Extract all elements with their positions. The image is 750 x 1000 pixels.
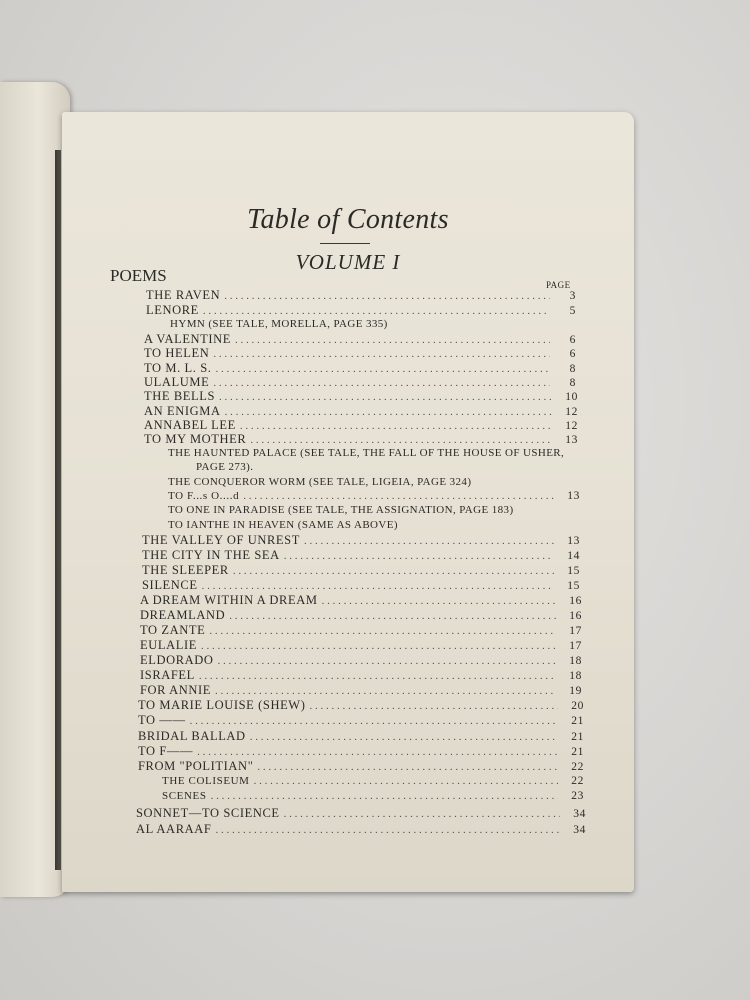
toc-entry xyxy=(140,593,582,608)
dot-leader xyxy=(250,731,558,743)
toc-entry xyxy=(144,375,576,390)
toc-entry xyxy=(140,668,582,683)
entry-page: 8 xyxy=(569,377,576,389)
dot-leader xyxy=(240,420,552,432)
toc-entry xyxy=(168,490,580,502)
entry-title: THE CITY IN THE SEA xyxy=(142,548,280,562)
toc-entry xyxy=(144,389,578,404)
dot-leader xyxy=(225,406,552,418)
entry-title: TO —— xyxy=(138,713,186,727)
toc-entry xyxy=(146,303,576,318)
toc-entry xyxy=(144,404,578,419)
entry-page: 6 xyxy=(569,348,576,360)
dot-leader xyxy=(304,535,554,547)
entry-title: EULALIE xyxy=(140,638,197,652)
dot-leader xyxy=(199,670,556,682)
toc-entry xyxy=(138,698,584,713)
entry-title: ANNABEL LEE xyxy=(144,418,236,432)
volume-heading: VOLUME I xyxy=(295,250,401,274)
toc-entry xyxy=(142,533,580,548)
dot-leader xyxy=(254,775,558,787)
dot-leader xyxy=(233,565,554,577)
entry-page: 16 xyxy=(569,595,582,607)
toc-entry xyxy=(144,418,578,433)
toc-note: THE HAUNTED PALACE (SEE TALE, THE FALL OF THE HOUSE OF USHER, xyxy=(168,447,565,459)
entry-page: 17 xyxy=(569,625,582,637)
entry-page: 23 xyxy=(571,790,584,802)
toc-entry xyxy=(138,729,584,744)
entry-title: FROM "POLITIAN" xyxy=(138,759,254,773)
entry-title: FOR ANNIE xyxy=(140,683,212,697)
dot-leader xyxy=(235,334,550,346)
dot-leader xyxy=(190,715,558,727)
toc-entry xyxy=(136,822,586,837)
toc-entry xyxy=(138,713,584,728)
entry-title: THE BELLS xyxy=(144,389,216,403)
section-heading: POEMS xyxy=(110,266,167,285)
entry-title: THE VALLEY OF UNREST xyxy=(142,533,300,547)
entry-title: A DREAM WITHIN A DREAM xyxy=(140,593,318,607)
entry-page: 13 xyxy=(567,535,580,547)
entry-page: 21 xyxy=(571,746,584,758)
book-page xyxy=(62,112,634,892)
entry-page: 6 xyxy=(569,334,576,346)
dot-leader xyxy=(211,790,558,802)
entry-title: TO M. L. S. xyxy=(144,361,212,375)
entry-title: TO MY MOTHER xyxy=(144,432,247,446)
dot-leader xyxy=(218,655,556,667)
entry-page: 15 xyxy=(567,580,580,592)
entry-title: ELDORADO xyxy=(140,653,214,667)
toc-entry xyxy=(138,744,584,759)
entry-title: SCENES xyxy=(162,790,207,802)
entry-title: DREAMLAND xyxy=(140,608,226,622)
dot-leader xyxy=(243,490,554,502)
entry-page: 14 xyxy=(567,550,580,562)
toc-entry xyxy=(140,683,582,698)
entry-page: 20 xyxy=(571,700,584,712)
toc-list xyxy=(62,112,634,892)
entry-page: 34 xyxy=(573,824,586,836)
entry-title: LENORE xyxy=(146,303,199,317)
entry-page: 13 xyxy=(567,490,580,502)
dot-leader xyxy=(309,700,558,712)
toc-note: HYMN (SEE TALE, MORELLA, PAGE 335) xyxy=(170,318,388,330)
page-title: Table of Contents xyxy=(247,204,449,235)
dot-leader xyxy=(209,625,556,637)
toc-entry xyxy=(162,790,584,802)
entry-page: 34 xyxy=(573,808,586,820)
entry-title: AL AARAAF xyxy=(136,822,212,836)
entry-page: 16 xyxy=(569,610,582,622)
toc-entry xyxy=(142,548,580,563)
dot-leader xyxy=(250,434,552,446)
entry-title: TO MARIE LOUISE (SHEW) xyxy=(138,698,306,712)
entry-page: 5 xyxy=(569,305,576,317)
entry-page: 15 xyxy=(567,565,580,577)
book-spine xyxy=(55,150,61,870)
entry-page: 17 xyxy=(569,640,582,652)
toc-note: PAGE 273). xyxy=(196,461,254,473)
entry-page: 3 xyxy=(569,290,576,302)
toc-entry xyxy=(140,608,582,623)
entry-title: A VALENTINE xyxy=(144,332,232,346)
toc-entry xyxy=(162,775,584,787)
toc-entry xyxy=(144,332,576,347)
toc-entry xyxy=(140,653,582,668)
dot-leader xyxy=(216,363,551,375)
toc-entry xyxy=(144,346,576,361)
entry-title: THE SLEEPER xyxy=(142,563,229,577)
entry-title: SILENCE xyxy=(142,578,198,592)
entry-title: SONNET—TO SCIENCE xyxy=(136,806,280,820)
entry-page: 10 xyxy=(565,391,578,403)
entry-title: AN ENIGMA xyxy=(144,404,221,418)
entry-page: 8 xyxy=(569,363,576,375)
entry-title: TO ZANTE xyxy=(140,623,206,637)
entry-page: 12 xyxy=(565,406,578,418)
dot-leader xyxy=(219,391,552,403)
dot-leader xyxy=(215,685,556,697)
dot-leader xyxy=(215,824,560,836)
dot-leader xyxy=(229,610,556,622)
entry-page: 21 xyxy=(571,731,584,743)
page-column-label: PAGE xyxy=(546,280,571,290)
entry-page: 21 xyxy=(571,715,584,727)
entry-title: BRIDAL BALLAD xyxy=(138,729,246,743)
dot-leader xyxy=(201,640,556,652)
dot-leader xyxy=(197,746,558,758)
entry-page: 12 xyxy=(565,420,578,432)
dot-leader xyxy=(322,595,556,607)
toc-note: THE CONQUEROR WORM (SEE TALE, LIGEIA, PAGE 324) xyxy=(168,476,472,488)
dot-leader xyxy=(284,550,554,562)
entry-page: 22 xyxy=(571,775,584,787)
entry-title: TO F—— xyxy=(138,744,194,758)
toc-entry xyxy=(144,432,578,447)
toc-note: TO IANTHE IN HEAVEN (SAME AS ABOVE) xyxy=(168,519,398,531)
toc-entry xyxy=(144,361,576,376)
toc-entry xyxy=(138,759,584,774)
dot-leader xyxy=(202,580,554,592)
toc-entry xyxy=(140,623,582,638)
toc-entry xyxy=(142,563,580,578)
entry-title: ISRAFEL xyxy=(140,668,195,682)
entry-title: TO F...s O....d xyxy=(168,490,240,502)
entry-page: 13 xyxy=(565,434,578,446)
entry-page: 22 xyxy=(571,761,584,773)
entry-title: THE COLISEUM xyxy=(162,775,250,787)
toc-entry xyxy=(136,806,586,821)
dot-leader xyxy=(224,290,550,302)
toc-entry xyxy=(140,638,582,653)
entry-page: 18 xyxy=(569,670,582,682)
entry-page: 18 xyxy=(569,655,582,667)
toc-note: TO ONE IN PARADISE (SEE TALE, THE ASSIGNATION, PAGE 183) xyxy=(168,504,514,516)
dot-leader xyxy=(284,808,560,820)
entry-title: TO HELEN xyxy=(144,346,210,360)
toc-entry xyxy=(142,578,580,593)
entry-title: ULALUME xyxy=(144,375,210,389)
entry-page: 19 xyxy=(569,685,582,697)
dot-leader xyxy=(257,761,558,773)
dot-leader xyxy=(213,348,550,360)
dot-leader xyxy=(213,377,550,389)
dot-leader xyxy=(203,305,550,317)
entry-title: THE RAVEN xyxy=(146,288,221,302)
toc-entry xyxy=(146,288,576,303)
